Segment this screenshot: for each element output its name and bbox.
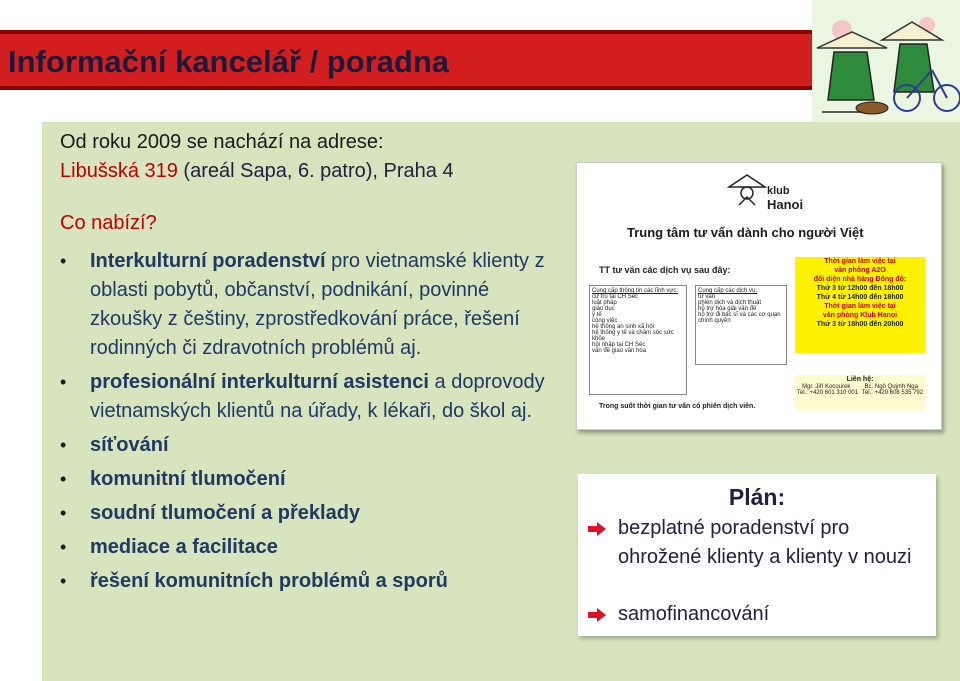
flyer-box-line: hội nhập tại CH Séc [592, 342, 646, 348]
flyer-logo-name: Hanoi [767, 197, 804, 212]
flyer-hours-line: Thứ 4 từ 14h00 đến 18h00 [816, 294, 904, 301]
plan-item: samofinancování [618, 603, 770, 625]
flyer-hours-line: Thời gian làm việc tại [824, 303, 896, 310]
intro-line: Od roku 2009 se nachází na adrese: [60, 131, 384, 153]
plan-title: Plán: [728, 484, 786, 510]
flyer-heading: Trung tâm tư vấn dành cho người Việt [627, 225, 864, 240]
flyer-contact-line: Bc. Ngô Quỳnh Nga [864, 384, 918, 390]
flyer-hours-line: văn phòng A2O [834, 267, 886, 274]
list-item-bold: mediace a facilitace [90, 536, 278, 558]
flyer-contact-line: Liên hệ: [846, 376, 874, 383]
arrow-right-icon [588, 522, 606, 536]
flyer-box-line: cư trú tại CH Séc [592, 294, 639, 300]
list-item-rest: pro vietnamské klienty z oblasti pobytů, občanství, podnikání, povinné zkoušky z češtiny, zprostředkování práce, řešení rodinných či zdravotních problémů aj. [90, 250, 545, 359]
list-item-bold: soudní tlumočení a překlady [90, 502, 361, 524]
arrow-right-icon [588, 608, 606, 622]
flyer-box-line: hệ thống y tế và chăm sóc sức khỏe [592, 330, 674, 342]
offer-list [60, 247, 560, 596]
list-item-bold: Interkulturní poradenství [90, 250, 326, 272]
flyer-info-box [589, 285, 687, 395]
list-item-bold: síťování [90, 434, 169, 456]
flyer-box-line: vấn đề giao văn hóa [592, 348, 647, 354]
flyer-contact-row [795, 390, 925, 396]
flyer-hours-line: Thứ 3 từ 12h00 đến 18h00 [816, 285, 904, 292]
address-street: Libušská 319 [60, 160, 178, 182]
flyer-hours-line: đối diện nhà hàng Đông đô: [813, 276, 907, 283]
address-rest: (areál Sapa, 6. patro), Praha 4 [177, 160, 454, 182]
flyer-box-line: hỗ trợ đi bác sĩ và các cơ quan chính quyền [698, 312, 781, 324]
list-item-bold: řešení komunitních problémů a sporů [90, 570, 448, 592]
flyer-contact-line: Mgr. Jiří Kocourek [802, 384, 851, 390]
flyer-box-line: giáo dục [592, 306, 615, 312]
address-line [60, 157, 454, 186]
flyer-contact-line: Tel.: +420 608 535 792 [861, 390, 924, 396]
list-item [60, 567, 560, 596]
list-item [60, 533, 560, 562]
flyer-box-line: phiên dịch và dịch thuật [698, 300, 762, 306]
list-item [60, 465, 560, 494]
flyer-footer: Trong suốt thời gian tư vấn có phiên dịch viên. [599, 403, 756, 410]
flyer-logo-text [767, 185, 803, 212]
flyer-contacts [795, 375, 925, 411]
flyer-box-line: Cung cấp thông tin các lĩnh vực: [592, 288, 679, 294]
flyer-image [576, 162, 942, 430]
flyer-logo-club: klub [767, 185, 790, 197]
plan-item: bezplatné poradenství pro ohrožené klienty a klienty v nouzi [618, 517, 912, 568]
list-item [60, 247, 560, 363]
flyer-box-line: hệ thống an sinh xã hội [592, 324, 655, 330]
list-item [60, 431, 560, 460]
page-title: Informační kancelář / poradna [8, 44, 450, 79]
flyer-box-line: hỗ trợ hòa giải vấn đề [698, 306, 757, 312]
title-bar-border-top [0, 30, 815, 34]
list-item [60, 499, 560, 528]
flyer-hours-line: văn phòng Klub Hanoi [822, 312, 898, 319]
offer-heading: Co nabízí? [60, 212, 157, 234]
flyer-hours-box [795, 257, 925, 353]
flyer-contact-line: Tel.: +420 601 310 001 [796, 390, 859, 396]
flyer-hours-line: Thời gian làm việc tại [824, 258, 896, 265]
club-logo-icon [727, 171, 767, 207]
title-bar-border-bottom [0, 86, 815, 90]
plan-box [578, 474, 936, 636]
flyer-hours-line: Thứ 3 từ 18h00 đến 20h00 [816, 321, 904, 328]
flyer-box-line: luật pháp [592, 300, 617, 306]
intro-text [60, 128, 454, 186]
flyer-subheading: TT tư vấn các dịch vụ sau đây: [599, 265, 731, 275]
flyer-box-line: y tế [592, 312, 602, 318]
list-item-rest: a doprovody vietnamských klientů na úřady, k lékaři, do škol aj. [90, 371, 545, 422]
list-item-bold: komunitní tlumočení [90, 468, 286, 490]
flyer-services-box [695, 285, 787, 365]
flyer-box-line: Cung cấp các dịch vụ: [698, 288, 758, 294]
list-item [60, 368, 560, 426]
flyer-box-line: công việc [592, 318, 618, 324]
illustration-image [812, 0, 960, 122]
flyer-box-line: tư vấn [698, 294, 716, 300]
list-item-bold: profesionální interkulturní asistenci [90, 371, 429, 393]
